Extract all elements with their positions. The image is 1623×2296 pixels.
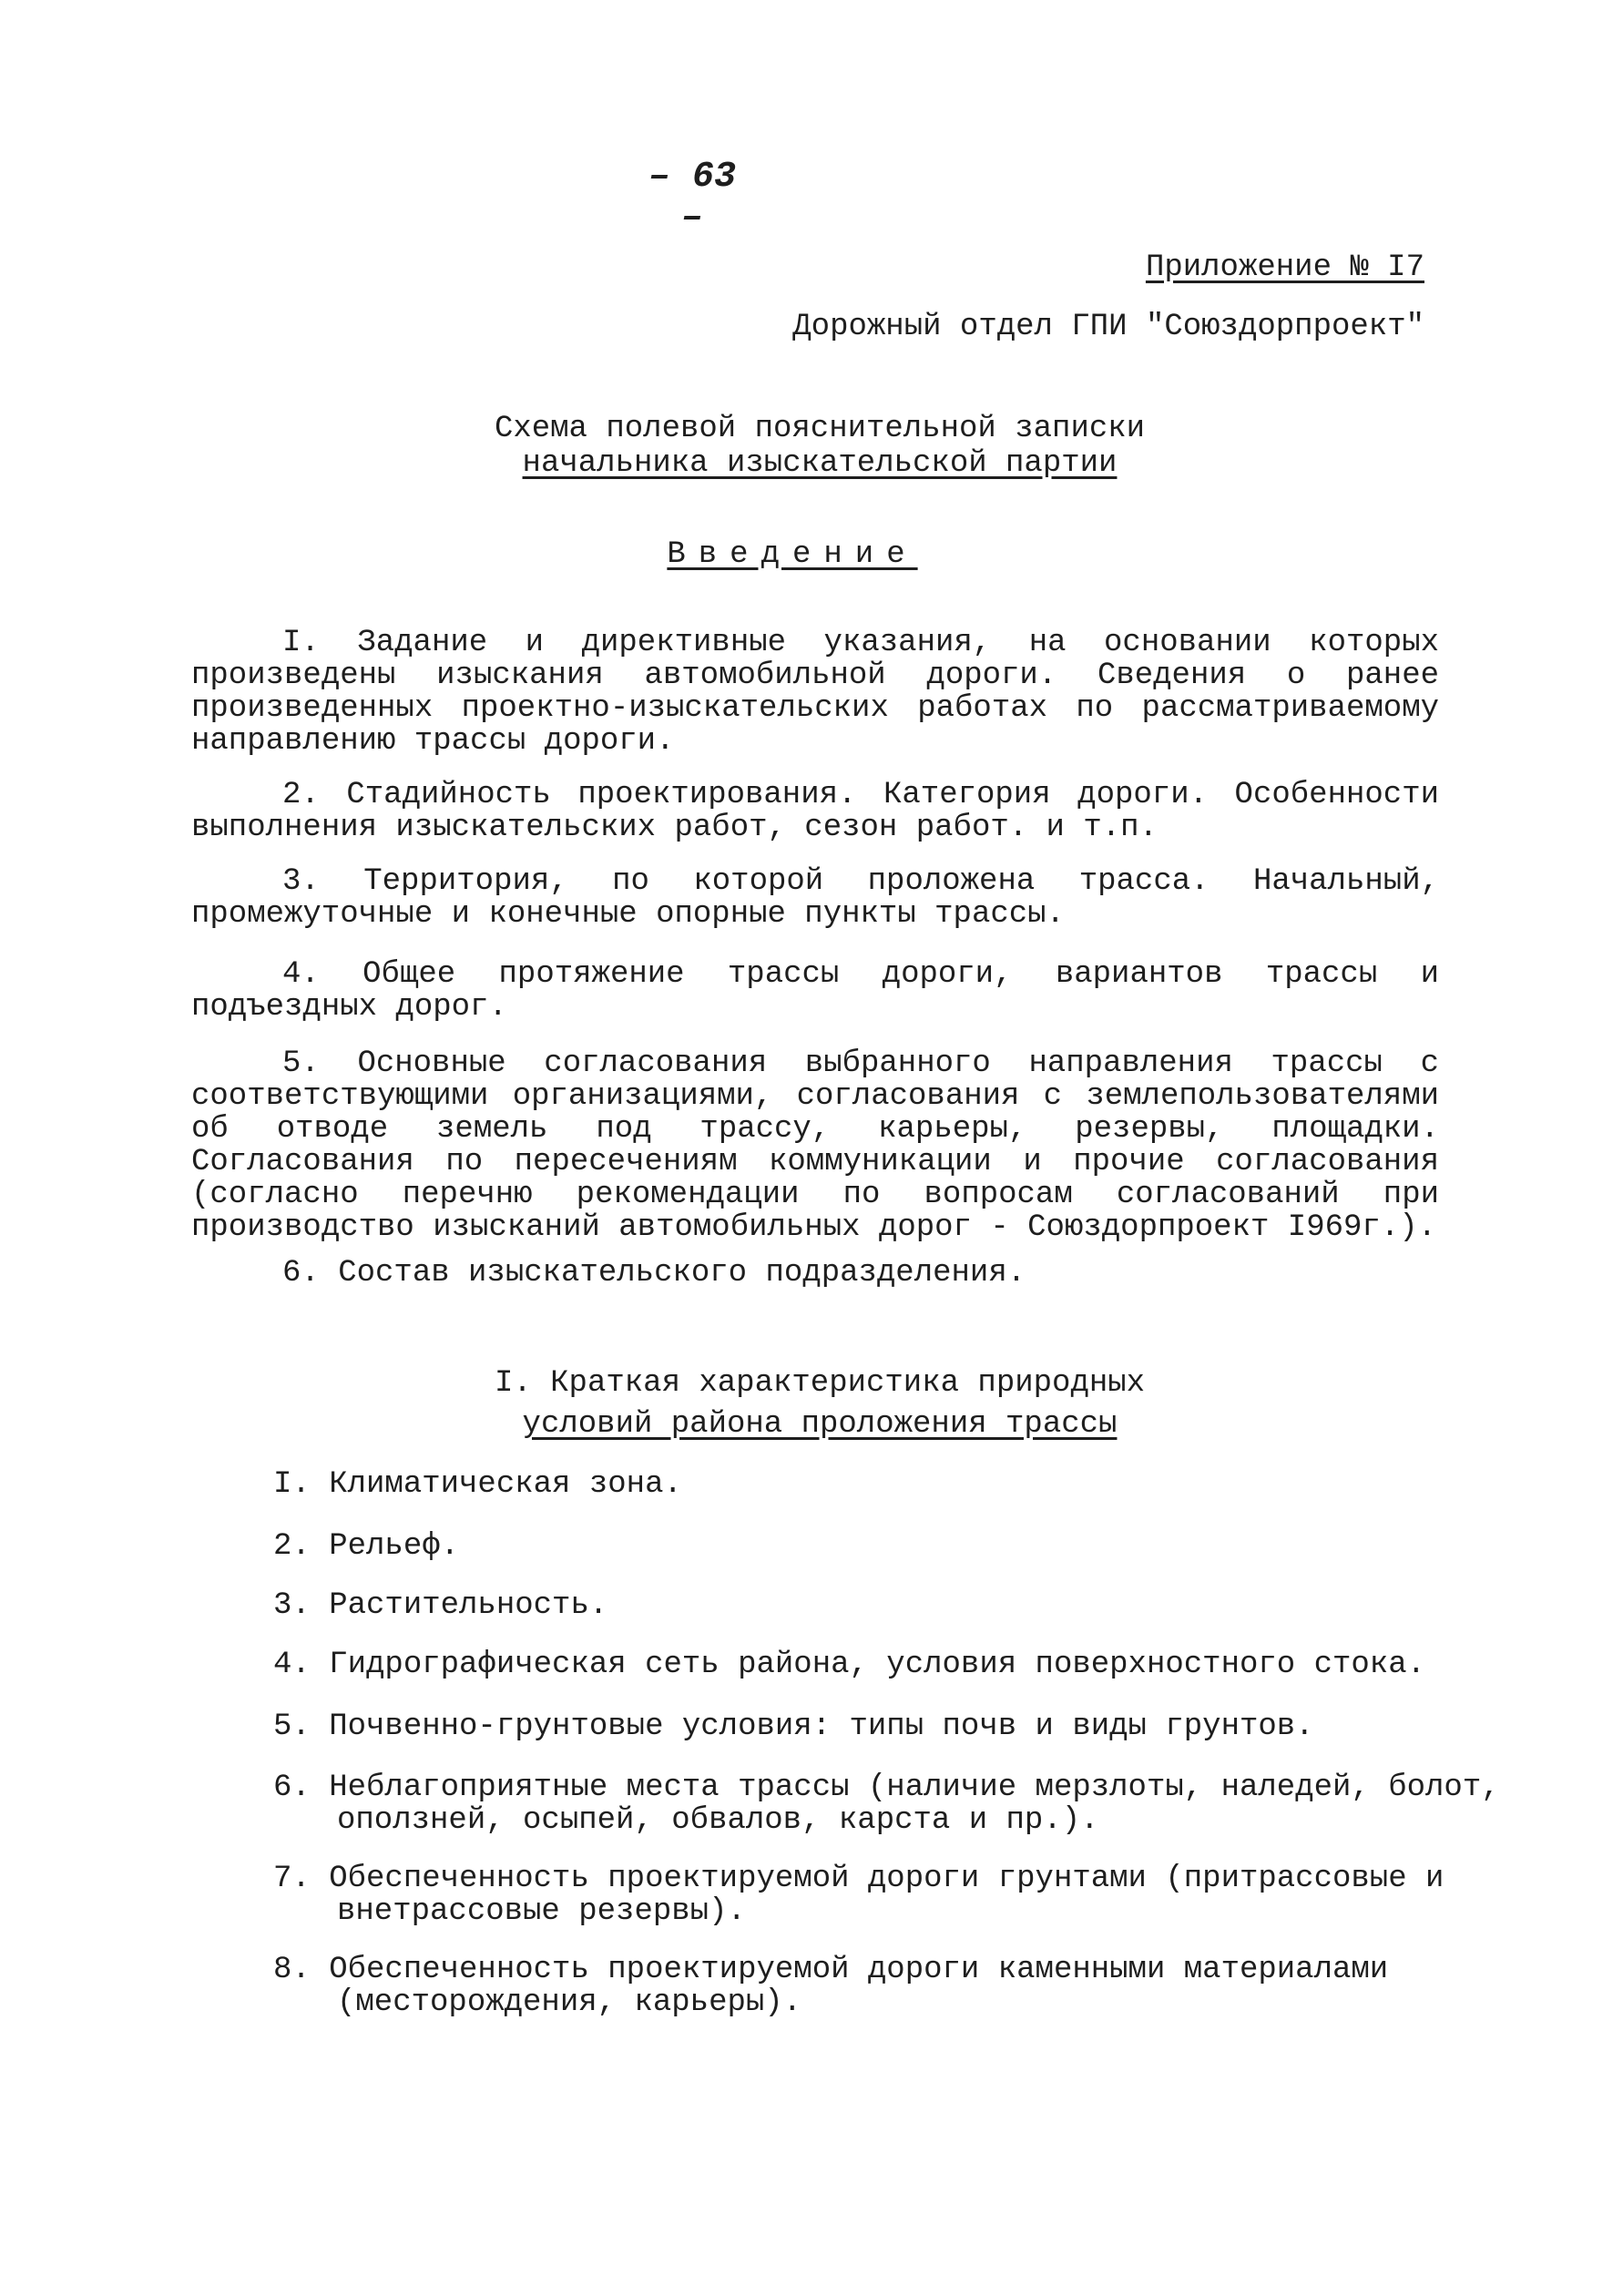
intro-paragraph-5: 5. Основные согласования выбранного направления трассы с соответствующими организациями, согласования с землепользователями об отводе земель под трассу, карьеры, резервы, площадки. Согласования по пересечениям коммуникации и прочие согласования (согласно перечню рекомендации по вопросам согласований при производство изысканий автомобильных дорог - Союздорпроект I969г.). (191, 1046, 1439, 1245)
section-1-item-6: 6. Неблагоприятные места трассы (наличие мерзлоты, наледей, болот, оползней, осыпей, обвалов, карста и пр.). (273, 1770, 1500, 1838)
intro-paragraph-3: 3. Территория, по которой проложена трасса. Начальный, промежуточные и конечные опорные пункты трассы. (191, 864, 1439, 932)
section-1-item-8: 8. Обеспеченность проектируемой дороги каменными материалами (месторождения, карьеры). (273, 1953, 1389, 2020)
organization-name: Дорожный отдел ГПИ "Союздорпроект" (792, 310, 1424, 344)
introduction-heading: Введение (667, 537, 918, 572)
document-title-line-1: Схема полевой пояснительной записки (494, 412, 1146, 446)
section-1-heading-line-1: I. Краткая характеристика природных (494, 1366, 1146, 1401)
section-1-item-1: I. Климатическая зона. (273, 1467, 682, 1502)
section-1-item-3: 3. Растительность. (273, 1588, 608, 1623)
section-1-item-5: 5. Почвенно-грунтовые условия: типы почв и виды грунтов. (273, 1709, 1314, 1744)
page-number: – 63 – (648, 157, 736, 239)
intro-paragraph-6: 6. Состав изыскательского подразделения. (282, 1256, 1026, 1291)
appendix-label: Приложение № I7 (1145, 250, 1424, 285)
document-title-line-2: начальника изыскательской партии (522, 446, 1118, 481)
section-1-item-7: 7. Обеспеченность проектируемой дороги грунтами (притрассовые и внетрассовые резервы). (273, 1862, 1444, 1929)
intro-paragraph-1: I. Задание и директивные указания, на основании которых произведены изыскания автомобильной дороги. Сведения о ранее произведенных проектно-изыскательских работах по рассматриваемому направлению трассы дороги. (191, 626, 1439, 759)
intro-paragraph-4: 4. Общее протяжение трассы дороги, вариантов трассы и подъездных дорог. (191, 957, 1439, 1025)
intro-paragraph-2: 2. Стадийность проектирования. Категория дороги. Особенности выполнения изыскательских работ, сезон работ. и т.п. (191, 778, 1439, 845)
section-1-item-2: 2. Рельеф. (273, 1529, 460, 1564)
section-1-heading-line-2: условий района проложения трассы (522, 1407, 1118, 1442)
section-1-item-4: 4. Гидрографическая сеть района, условия поверхностного стока. (273, 1648, 1426, 1682)
